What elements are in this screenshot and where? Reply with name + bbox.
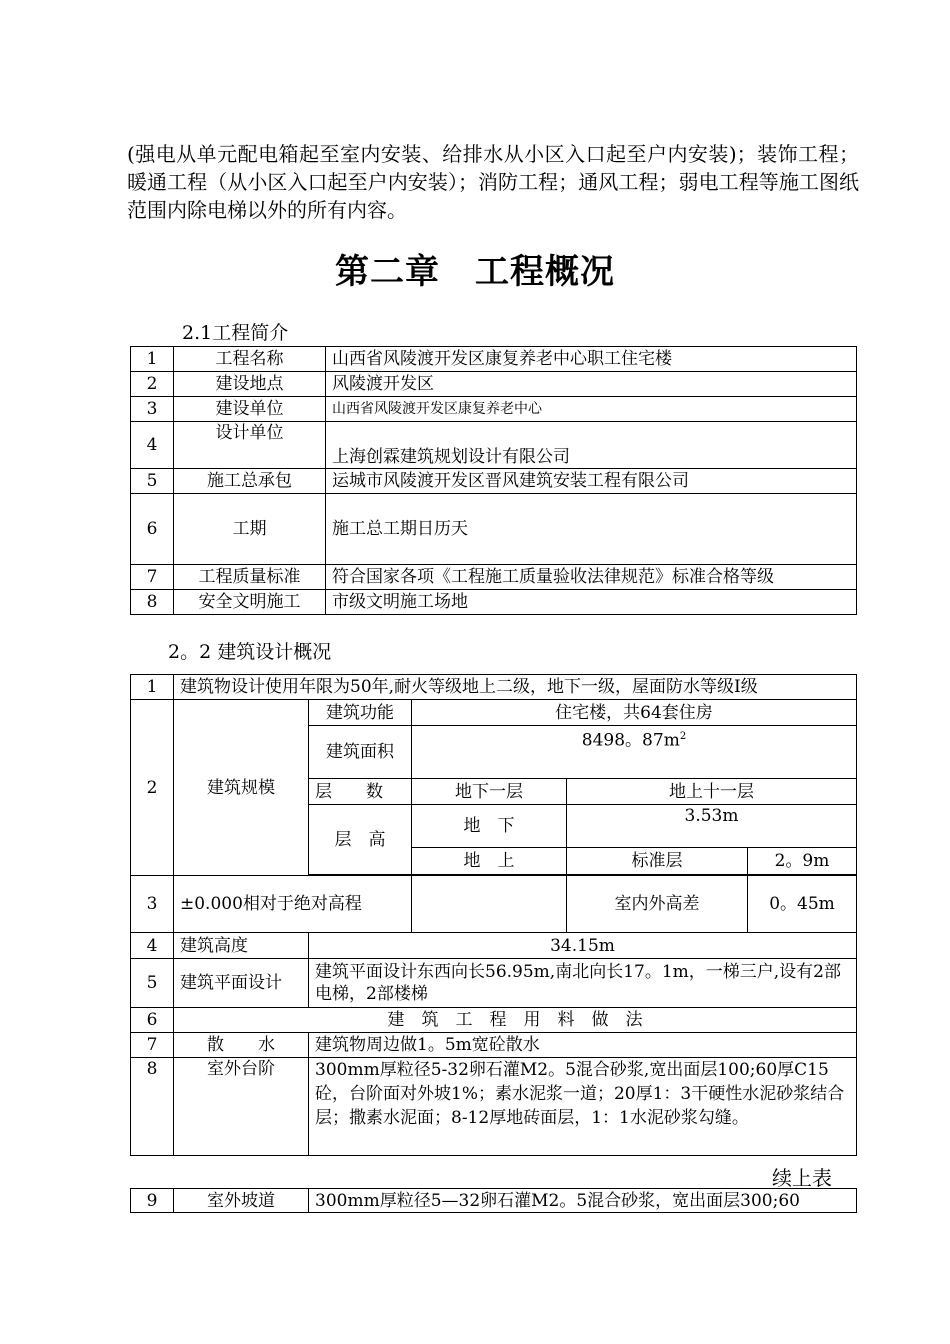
table-row (131, 675, 857, 700)
row-number: 2 (131, 700, 174, 876)
below-value: 3.53m (567, 805, 857, 848)
row-label: 室外坡道 (174, 1189, 309, 1213)
row-value: 建筑物设计使用年限为50年,耐火等级地上二级，地下一级，屋面防水等级Ⅰ级 (174, 675, 857, 700)
design-overview-table-continued (130, 1188, 857, 1213)
row-number: 4 (131, 933, 174, 959)
table-row (131, 876, 857, 933)
table-row (131, 422, 857, 469)
chapter-title: 第二章 工程概况 (335, 252, 615, 292)
row-label: 室外台阶 (174, 1058, 309, 1156)
area-value: 8498。$87m^2$ (412, 726, 857, 779)
row-number: 3 (131, 876, 174, 933)
row-label: 工程名称 (174, 347, 326, 372)
height-diff-label: 室内外高差 (567, 876, 748, 933)
row-label: 工程质量标准 (174, 565, 326, 590)
table-row (131, 1008, 857, 1033)
floors-label: 层 数 (309, 779, 412, 805)
row-label: 设计单位 (174, 422, 326, 469)
row-label: 工期 (174, 494, 326, 565)
table-row (131, 372, 857, 397)
row-number: 5 (131, 469, 174, 494)
row-value: 施工总工期日历天 (326, 494, 857, 565)
project-overview-table (130, 346, 857, 615)
row-number: 5 (131, 959, 174, 1008)
table-row (131, 1058, 857, 1156)
function-value: 住宅楼，共64套住房 (412, 700, 857, 726)
below-label: 地 下 (412, 805, 567, 848)
row-value: 符合国家各项《工程施工质量验收法律规范》标准合格等级 (326, 565, 857, 590)
row-number: 8 (131, 590, 174, 615)
row-value: 市级文明施工场地 (326, 590, 857, 615)
intro-paragraph: (强电从单元配电箱起至室内安装、给排水从小区入口起至户内安装)；装饰工程；暖通工程（从小区入口起至户内安装）；消防工程；通风工程；弱电工程等施工图纸范围内除电梯以外的所有内容。 (127, 142, 859, 222)
row-number: 7 (131, 1033, 174, 1058)
row-value: 山西省风陵渡开发区康复养老中心 (326, 397, 857, 422)
continued-label: 续上表 (772, 1166, 832, 1190)
row-value: 建筑物周边做1。5m宽砼散水 (309, 1033, 857, 1058)
row-label: 施工总承包 (174, 469, 326, 494)
row-value: 上海创霖建筑规划设计有限公司 (326, 422, 857, 469)
row-number: 2 (131, 372, 174, 397)
row-value: 运城市风陵渡开发区晋风建筑安装工程有限公司 (326, 469, 857, 494)
row-value: 300mm厚粒径5-32卵石灌M2。5混合砂浆,宽出面层100;60厚C15砼，台阶面对外坡1%；素水泥浆一道；20厚1：3干硬性水泥砂浆结合层；撒素水泥面；8-12厚地砖面层，1：1水泥砂浆勾缝。 (309, 1058, 857, 1156)
row-label: 建筑高度 (174, 933, 309, 959)
section-title-overview: 2.1工程简介 (182, 322, 289, 344)
row-number: 4 (131, 422, 174, 469)
table-row (131, 1189, 857, 1213)
section-title-design: 2。2 建筑设计概况 (168, 641, 332, 663)
standard-floor-value: 2。9m (748, 848, 857, 875)
row-label: ±0.000相对于绝对高程 (174, 876, 412, 933)
row-value: 风陵渡开发区 (326, 372, 857, 397)
row-number: 6 (131, 1008, 174, 1033)
row-label: 建 筑 工 程 用 料 做 法 (174, 1008, 857, 1033)
row-number: 9 (131, 1189, 174, 1213)
function-label: 建筑功能 (309, 700, 412, 726)
row-number: 8 (131, 1058, 174, 1156)
row-label: 建筑平面设计 (174, 959, 309, 1008)
height-diff-value: 0。45m (748, 876, 857, 933)
floors-below: 地下一层 (412, 779, 567, 805)
table-row (131, 959, 857, 1008)
row-number: 3 (131, 397, 174, 422)
table-row (131, 565, 857, 590)
row-number: 7 (131, 565, 174, 590)
row-value: 34.15m (309, 933, 857, 959)
table-row (131, 933, 857, 959)
row-number: 1 (131, 675, 174, 700)
row-value: 建筑平面设计东西向长56.95m,南北向长17。1m，一梯三户,设有2部电梯，2部楼梯 (309, 959, 857, 1008)
table-row (131, 397, 857, 422)
area-label: 建筑面积 (309, 726, 412, 779)
row-label: 散 水 (174, 1033, 309, 1058)
standard-floor-label: 标准层 (567, 848, 748, 875)
table-row (131, 347, 857, 372)
table-row (131, 1033, 857, 1058)
row-label: 建设地点 (174, 372, 326, 397)
row-value (412, 876, 567, 933)
floors-above: 地上十一层 (567, 779, 857, 805)
table-row (131, 700, 857, 726)
table-row (131, 469, 857, 494)
above-label: 地 上 (412, 848, 567, 875)
design-overview-table (130, 674, 857, 1156)
row-value: 300mm厚粒径5—32卵石灌M2。5混合砂浆，宽出面层300;60 (309, 1189, 857, 1213)
row-label: 建筑规模 (174, 700, 309, 876)
row-number: 6 (131, 494, 174, 565)
row-label: 安全文明施工 (174, 590, 326, 615)
table-row (131, 494, 857, 565)
row-value: 山西省风陵渡开发区康复养老中心职工住宅楼 (326, 347, 857, 372)
table-row (131, 590, 857, 615)
height-label: 层 高 (309, 805, 412, 875)
row-number: 1 (131, 347, 174, 372)
row-label: 建设单位 (174, 397, 326, 422)
